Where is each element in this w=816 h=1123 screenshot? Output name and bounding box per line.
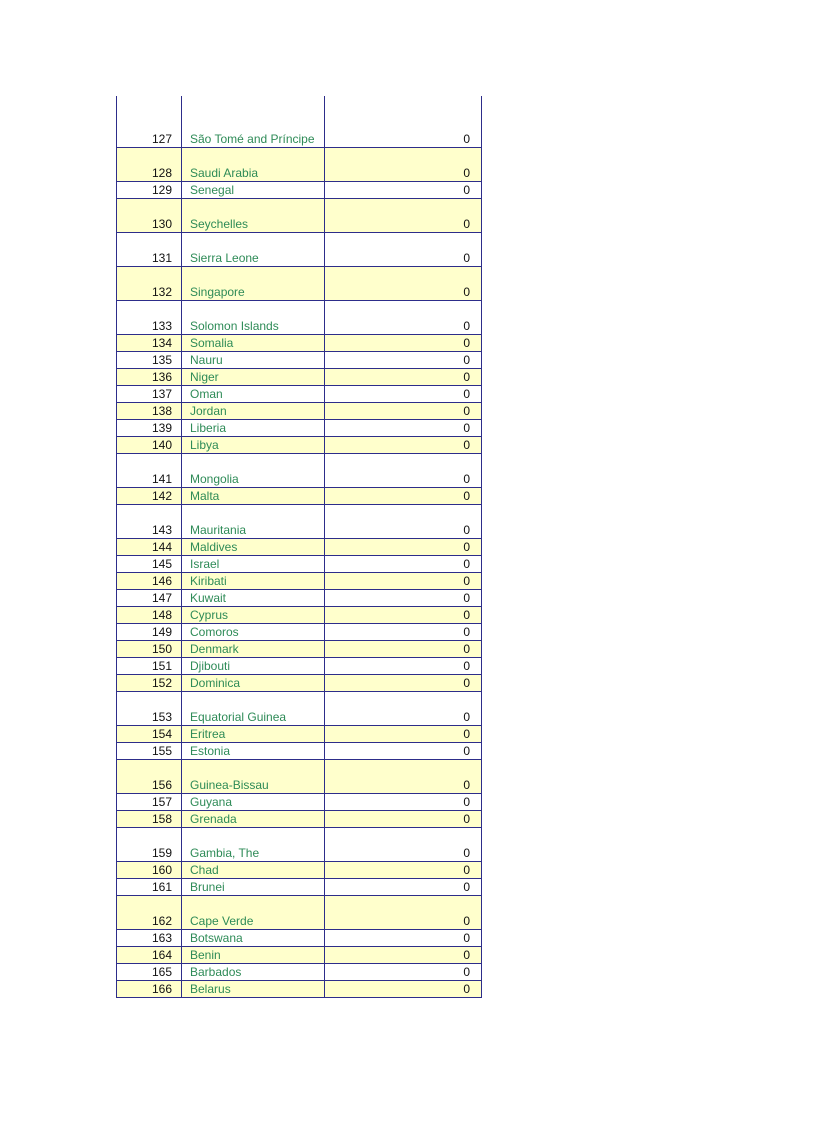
rank-cell: 165 [117,964,182,980]
country-cell: Guyana [182,794,325,810]
rank-cell: 130 [117,199,182,232]
country-cell: Sierra Leone [182,233,325,266]
country-cell: Eritrea [182,726,325,742]
table-row [117,182,481,199]
rank-cell: 135 [117,352,182,368]
rank-cell: 147 [117,590,182,606]
table-row [117,352,481,369]
rank-cell: 143 [117,505,182,538]
country-cell: Seychelles [182,199,325,232]
value-cell: 0 [463,795,470,809]
rank-cell: 153 [117,692,182,725]
rank-cell: 129 [117,182,182,198]
value-cell: 0 [463,183,470,197]
rank-cell: 128 [117,148,182,181]
country-cell: Malta [182,488,325,504]
value-cell: 0 [463,744,470,758]
country-cell: Kiribati [182,573,325,589]
value-cell: 0 [463,948,470,962]
country-cell: Botswana [182,930,325,946]
value-cell: 0 [463,880,470,894]
rank-cell: 132 [117,267,182,300]
table-row [117,743,481,760]
rank-cell: 145 [117,556,182,572]
rank-cell: 148 [117,607,182,623]
table-row [117,590,481,607]
value-cell: 0 [463,540,470,554]
rank-cell: 166 [117,981,182,997]
value-cell: 0 [463,812,470,826]
value-cell: 0 [463,132,470,146]
table-row [117,454,481,488]
value-cell: 0 [463,438,470,452]
table-row [117,828,481,862]
value-cell: 0 [463,387,470,401]
country-cell: Singapore [182,267,325,300]
table-row [117,811,481,828]
table-row [117,437,481,454]
table-row [117,964,481,981]
country-cell: Chad [182,862,325,878]
table-row [117,96,481,148]
table-row [117,794,481,811]
country-cell: Denmark [182,641,325,657]
rank-cell: 139 [117,420,182,436]
rank-cell: 142 [117,488,182,504]
rank-cell: 140 [117,437,182,453]
table-row [117,896,481,930]
value-cell: 0 [463,727,470,741]
value-cell: 0 [463,217,470,231]
table-row [117,573,481,590]
rank-cell: 137 [117,386,182,402]
value-cell: 0 [463,642,470,656]
value-cell: 0 [463,523,470,537]
table-row [117,335,481,352]
table-row [117,692,481,726]
rank-cell: 161 [117,879,182,895]
value-cell: 0 [463,676,470,690]
value-cell: 0 [463,404,470,418]
value-cell: 0 [463,166,470,180]
country-cell: Oman [182,386,325,402]
rank-cell: 134 [117,335,182,351]
value-cell: 0 [463,489,470,503]
country-cell: Somalia [182,335,325,351]
table-row [117,981,481,998]
value-cell: 0 [463,336,470,350]
value-cell: 0 [463,710,470,724]
country-cell: Liberia [182,420,325,436]
country-cell: Kuwait [182,590,325,606]
rank-cell: 154 [117,726,182,742]
country-cell: Brunei [182,879,325,895]
rank-cell: 146 [117,573,182,589]
value-cell: 0 [463,319,470,333]
table-row [117,301,481,335]
table-row [117,879,481,896]
country-cell: Guinea-Bissau [182,760,325,793]
table-row [117,539,481,556]
rank-cell: 160 [117,862,182,878]
country-cell: Senegal [182,182,325,198]
country-cell: Comoros [182,624,325,640]
rank-cell: 150 [117,641,182,657]
table-row [117,760,481,794]
value-cell: 0 [463,625,470,639]
value-cell: 0 [463,914,470,928]
rank-cell: 138 [117,403,182,419]
country-cell: Belarus [182,981,325,997]
country-cell: Equatorial Guinea [182,692,325,725]
value-cell: 0 [463,931,470,945]
table-row [117,505,481,539]
value-cell: 0 [463,370,470,384]
country-cell: Libya [182,437,325,453]
value-cell: 0 [463,982,470,996]
country-cell: Nauru [182,352,325,368]
rank-cell: 164 [117,947,182,963]
rank-cell: 151 [117,658,182,674]
table-row [117,556,481,573]
country-cell: Saudi Arabia [182,148,325,181]
table-row [117,607,481,624]
rank-cell: 162 [117,896,182,929]
value-cell: 0 [463,778,470,792]
country-cell: Maldives [182,539,325,555]
country-cell: Barbados [182,964,325,980]
value-cell: 0 [463,591,470,605]
country-cell: Gambia, The [182,828,325,861]
table-row [117,624,481,641]
rank-cell: 136 [117,369,182,385]
table-row [117,148,481,182]
country-table [116,96,482,998]
country-cell: Israel [182,556,325,572]
country-cell: Mauritania [182,505,325,538]
value-cell: 0 [463,608,470,622]
table-row [117,233,481,267]
rank-cell: 159 [117,828,182,861]
country-cell: Solomon Islands [182,301,325,334]
value-cell: 0 [463,863,470,877]
rank-cell: 152 [117,675,182,691]
rank-cell: 149 [117,624,182,640]
rank-cell: 158 [117,811,182,827]
rank-cell: 144 [117,539,182,555]
rank-cell: 131 [117,233,182,266]
country-cell: São Tomé and Príncipe [182,96,325,147]
rank-cell: 163 [117,930,182,946]
table-row [117,386,481,403]
value-cell: 0 [463,846,470,860]
country-cell: Cyprus [182,607,325,623]
table-row [117,199,481,233]
value-cell: 0 [463,965,470,979]
table-row [117,403,481,420]
rank-cell: 127 [117,96,182,147]
value-cell: 0 [463,557,470,571]
table-row [117,862,481,879]
table-row [117,369,481,386]
country-cell: Cape Verde [182,896,325,929]
value-cell: 0 [463,353,470,367]
value-cell: 0 [463,659,470,673]
table-row [117,420,481,437]
rank-cell: 155 [117,743,182,759]
rank-cell: 133 [117,301,182,334]
table-row [117,726,481,743]
table-row [117,267,481,301]
country-cell: Niger [182,369,325,385]
country-cell: Dominica [182,675,325,691]
value-cell: 0 [463,421,470,435]
country-cell: Djibouti [182,658,325,674]
table-row [117,947,481,964]
table-row [117,675,481,692]
country-cell: Grenada [182,811,325,827]
table-row [117,488,481,505]
value-cell: 0 [463,285,470,299]
table-row [117,930,481,947]
value-cell: 0 [463,472,470,486]
country-cell: Mongolia [182,454,325,487]
country-cell: Benin [182,947,325,963]
value-cell: 0 [463,251,470,265]
value-cell: 0 [463,574,470,588]
country-cell: Jordan [182,403,325,419]
rank-cell: 157 [117,794,182,810]
rank-cell: 141 [117,454,182,487]
country-cell: Estonia [182,743,325,759]
table-row [117,641,481,658]
rank-cell: 156 [117,760,182,793]
table-row [117,658,481,675]
